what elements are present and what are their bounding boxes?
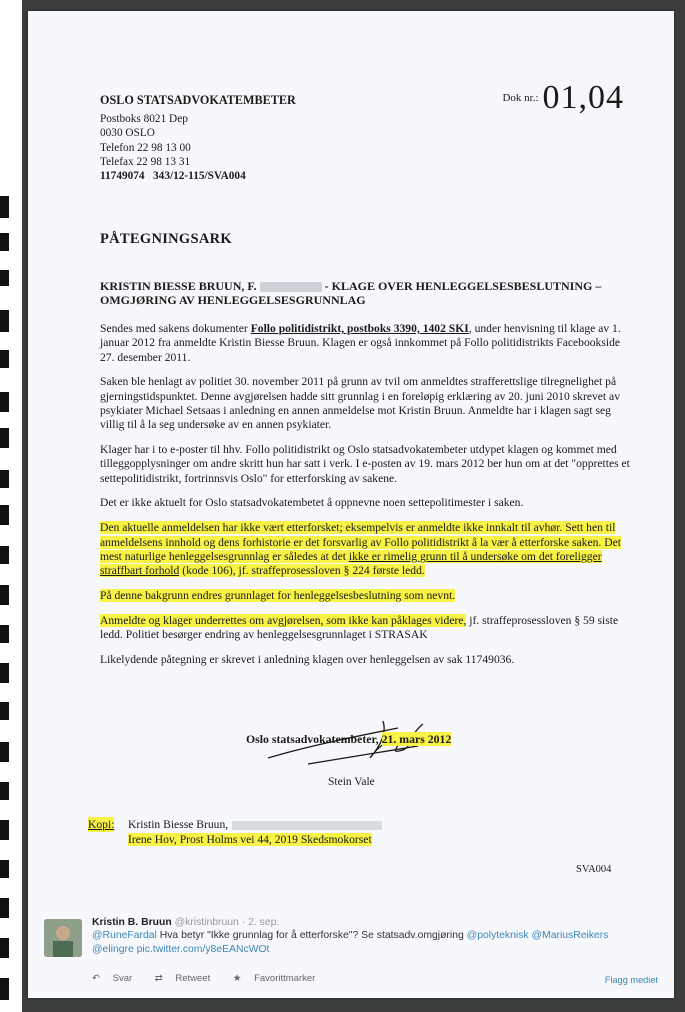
tweet-text: Hva betyr "Ikke grunnlag for å etterforske"? Se statsadv.omgjøring (156, 930, 467, 942)
binder-hole (0, 860, 9, 878)
p6-text: På denne bakgrunn endres grunnlaget for henleggelsesbeslutning som nevnt. (100, 588, 456, 602)
tweet-time[interactable]: · 2. sep. (241, 917, 280, 928)
reply-icon: ↶ (92, 973, 100, 984)
copy-line-1: Kristin Biesse Bruun, (128, 818, 229, 831)
paragraph-2: Saken ble henlagt av politiet 30. november 2011 på grunn av tvil om anmeldtes strafferettslige tilregnelighet på gjerningstidspunktet. Denne avgjørelsen hadde sitt grunnlag i en foreløpig erklæring av 20. juni 2010 skrevet av psykiater Michael Setsaas i anledning en annen anmeldelse mot Kristin Bruun. Anmeldte har i klagen sagt seg villig til å la seg undersøke av en annen psykiater. (100, 375, 620, 432)
paragraph-4: Det er ikke aktuelt for Oslo statsadvokatembetet å oppnevne noen settepolitimester i saken. (100, 496, 524, 510)
p1-text-cont: , under henvisning til klage av 1. januar 2012 fra anmeldte Kristin Biesse Bruun. Klagen er også innkommet på Follo politidistrikts Facebookside 27. desember 2011. (100, 322, 621, 364)
pic-link[interactable]: pic.twitter.com/y8eEANcWOt (133, 943, 270, 955)
tweet-handle[interactable]: @kristinbruun (174, 917, 239, 928)
binder-hole (0, 270, 9, 286)
binder-hole (0, 428, 9, 448)
binder-hole (0, 702, 9, 720)
signer-name: Stein Vale (328, 776, 375, 788)
document-number (502, 79, 624, 117)
subject-part2: - KLAGE OVER HENLEGGELSESBESLUTNING – (324, 279, 602, 293)
page-title: PÅTEGNINGSARK (100, 231, 232, 247)
doknr-value: 01,04 (542, 79, 624, 116)
body-text (100, 322, 630, 678)
avatar[interactable] (44, 919, 82, 957)
sender-org: OSLO STATSADVOKATEMBETER (100, 93, 296, 107)
binder-hole (0, 782, 9, 800)
address-line: Telefax 22 98 13 31 (100, 155, 191, 168)
binder-hole (0, 742, 9, 762)
retweet-icon: ⇄ (154, 973, 163, 984)
binder-hole (0, 546, 9, 564)
redacted-birthdate (260, 282, 322, 292)
address-line: Telefon 22 98 13 00 (100, 141, 191, 154)
retweet-label: Retweet (175, 973, 211, 984)
p1-text: Sendes med sakens dokumenter (100, 322, 251, 335)
p5-text: Den aktuelle anmeldelsen har ikke vært etterforsket; eksempelvis er anmeldte ikke innkalt til avhør. Sett hen til anmeldelsens innhold og dens forhistorie er det forsvarlig av Follo politidistrikt å la vær å etterforske saken. Det mest naturlige henleggelsesgrunnlag er således at det (100, 521, 621, 563)
address-line: 0030 OSLO (100, 127, 155, 140)
p1-address: Follo politidistrikt, postboks 3390, 1402 SKI (250, 322, 469, 335)
mention-link[interactable]: @RuneFardal (92, 930, 157, 942)
signature-date: 21. mars 2012 (381, 732, 452, 746)
document-page (28, 11, 674, 998)
tweet-body (92, 916, 652, 956)
favorite-label: Favorittmarker (254, 973, 316, 984)
flag-media-link[interactable]: Flagg mediet (604, 975, 658, 985)
subject-line (100, 279, 630, 307)
tweet-author[interactable]: Kristin B. Bruun (92, 917, 172, 928)
reply-label: Svar (112, 973, 133, 984)
binder-hole (0, 625, 9, 643)
paragraph-5 (100, 521, 630, 578)
signature-place: Oslo statsadvokatembeter, (246, 732, 382, 746)
address-line: Postboks 8021 Dep (100, 113, 188, 126)
subject-part1: KRISTIN BIESSE BRUUN, F. (100, 279, 257, 293)
mention-link[interactable]: @elingre (92, 943, 134, 955)
binder-hole (0, 978, 9, 1000)
p7-highlight: Anmeldte og klager underrettes om avgjørelsen, som ikke kan påklages videre, (100, 613, 467, 627)
binder-hole (0, 898, 9, 918)
redacted-address (232, 821, 382, 830)
sender-block (100, 93, 296, 183)
binder-hole (0, 196, 9, 218)
copy-label: Kopi: (88, 818, 115, 831)
tweet-card (40, 916, 660, 990)
paragraph-6 (100, 589, 630, 603)
paragraph-8: Likelydende påtegning er skrevet i anledning klagen over henleggelsen av sak 11749036. (100, 652, 515, 666)
mention-link[interactable]: @polyteknisk (466, 930, 529, 942)
p7-text: jf. straffeprosessloven § 59 siste ledd. Politiet besørger endring av henleggelsesgrunnlaget i STRASAK (100, 613, 619, 642)
binder-hole (0, 350, 9, 368)
binder-hole (0, 392, 9, 412)
star-icon: ★ (232, 973, 242, 984)
favorite-button[interactable] (233, 973, 325, 984)
subject-line2: OMGJØRING AV HENLEGGELSESGRUNNLAG (100, 293, 366, 308)
copy-line-2: Irene Hov, Prost Holms vei 44, 2019 Skedsmokorset (128, 833, 372, 846)
binder-hole (0, 233, 9, 251)
footer-code: SVA004 (576, 864, 612, 875)
p5-text-cont: (kode 106), jf. straffeprosessloven § 224 første ledd. (179, 564, 425, 578)
binder-hole (0, 470, 9, 488)
tweet-actions (92, 973, 335, 984)
binder-hole (0, 938, 9, 958)
paragraph-7 (100, 614, 630, 643)
retweet-button[interactable] (155, 973, 220, 984)
reply-button[interactable] (92, 973, 142, 984)
binder-hole (0, 585, 9, 605)
binder-hole (0, 820, 9, 840)
mention-link[interactable]: @MariusReikers (531, 930, 609, 942)
binder-hole (0, 663, 9, 683)
signature-place-date (246, 732, 451, 747)
paragraph-3: Klager har i to e-poster til hhv. Follo politidistrikt og Oslo statsadvokatembeter utdypet klagen og kommet med tilleggopplysninger om andre skritt hun har satt i verk. I e-posten av 19. mars 2012 ber hun om at det "opprettes et settepolitidistrikt, fortrinnsvis Oslo" for etterforsking av sakene. (100, 443, 630, 485)
p5-underlined: ikke er rimelig grunn til å undersøke om det foreligger straffbart forhold (100, 549, 602, 578)
binder-hole (0, 505, 9, 525)
doknr-label: Dok nr.: (502, 92, 539, 104)
paragraph-1 (100, 322, 630, 365)
binder-hole (0, 310, 9, 332)
case-reference: 11749074 343/12-115/SVA004 (100, 170, 246, 183)
